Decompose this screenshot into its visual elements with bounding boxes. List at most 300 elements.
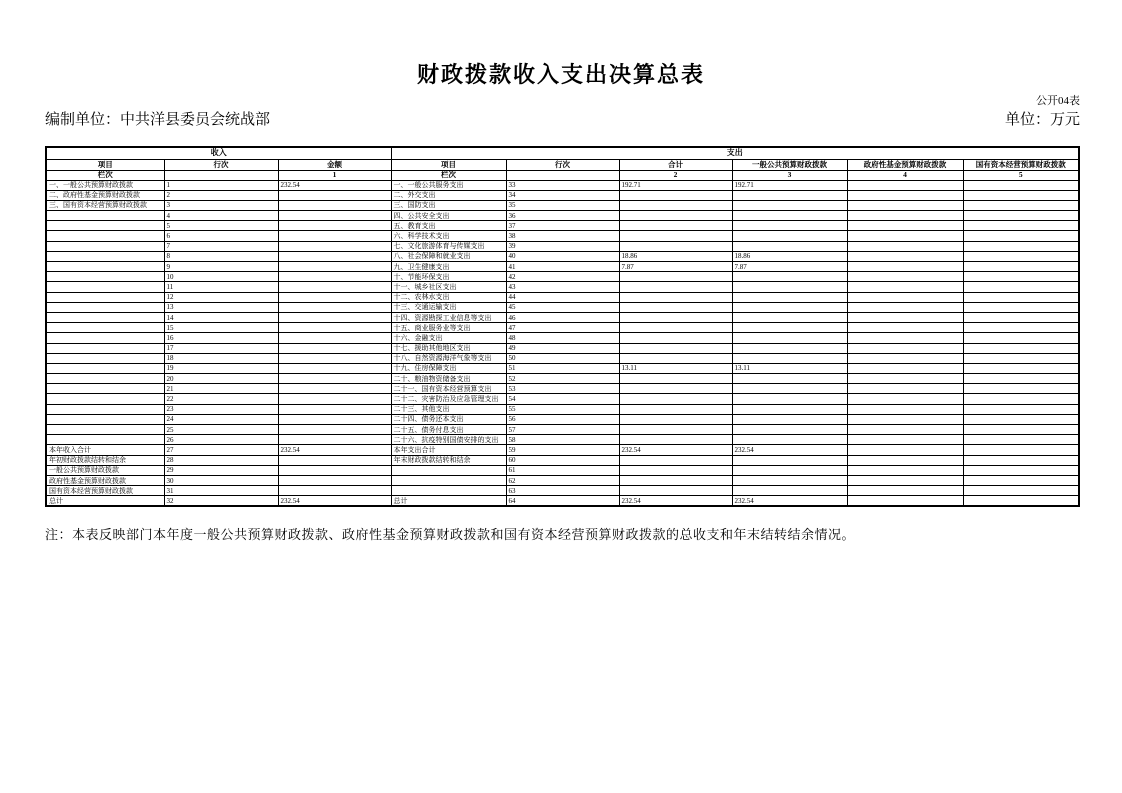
column-index-expense-state-capital-budget: 5 — [963, 170, 1079, 180]
expense-general-public-budget-cell — [732, 465, 847, 475]
table-row — [46, 200, 1079, 210]
expense-state-capital-budget-cell — [963, 374, 1079, 384]
expense-line-no-cell: 53 — [506, 384, 619, 394]
expense-gov-fund-budget-cell — [847, 394, 963, 404]
expense-gov-fund-budget-cell — [847, 333, 963, 343]
income-item-cell — [46, 221, 164, 231]
column-header-expense-line-no: 行次 — [506, 159, 619, 170]
expense-item-cell: 九、卫生健康支出 — [391, 262, 506, 272]
income-item-cell — [46, 394, 164, 404]
expense-item-cell: 十九、住房保障支出 — [391, 363, 506, 373]
expense-state-capital-budget-cell — [963, 302, 1079, 312]
table-row — [46, 384, 1079, 394]
table-row — [46, 414, 1079, 424]
expense-gov-fund-budget-cell — [847, 465, 963, 475]
expense-general-public-budget-cell — [732, 394, 847, 404]
income-amount-cell — [278, 455, 391, 465]
expense-general-public-budget-cell — [732, 323, 847, 333]
income-line-no-cell: 22 — [164, 394, 278, 404]
income-line-no-cell: 26 — [164, 435, 278, 445]
income-amount-cell — [278, 374, 391, 384]
prepared-by-label: 编制单位：中共洋县委员会统战部 — [45, 112, 271, 128]
expense-total-cell: 232.54 — [619, 496, 732, 506]
expense-item-cell: 总计 — [391, 496, 506, 506]
expense-state-capital-budget-cell — [963, 211, 1079, 221]
expense-total-cell — [619, 282, 732, 292]
expense-gov-fund-budget-cell — [847, 180, 963, 190]
column-header-income-amount: 金额 — [278, 159, 391, 170]
expense-item-cell: 一、一般公共服务支出 — [391, 180, 506, 190]
income-item-cell: 年初财政拨款结转和结余 — [46, 455, 164, 465]
income-line-no-cell: 19 — [164, 363, 278, 373]
expense-state-capital-budget-cell — [963, 292, 1079, 302]
income-line-no-cell: 30 — [164, 475, 278, 485]
expense-total-cell — [619, 333, 732, 343]
expense-item-cell — [391, 475, 506, 485]
expense-general-public-budget-cell — [732, 414, 847, 424]
expense-line-no-cell: 57 — [506, 425, 619, 435]
expense-item-cell: 十六、金融支出 — [391, 333, 506, 343]
expense-line-no-cell: 60 — [506, 455, 619, 465]
table-row — [46, 353, 1079, 363]
expense-general-public-budget-cell — [732, 272, 847, 282]
income-line-no-cell: 1 — [164, 180, 278, 190]
expense-general-public-budget-cell — [732, 241, 847, 251]
expense-general-public-budget-cell — [732, 200, 847, 210]
income-line-no-cell: 25 — [164, 425, 278, 435]
expense-gov-fund-budget-cell — [847, 200, 963, 210]
income-item-cell — [46, 343, 164, 353]
column-index-expense-item: 栏次 — [391, 170, 506, 180]
expense-total-cell — [619, 465, 732, 475]
income-amount-cell — [278, 435, 391, 445]
expense-total-cell — [619, 190, 732, 200]
expense-gov-fund-budget-cell — [847, 323, 963, 333]
section-header-row — [46, 147, 1079, 159]
expense-state-capital-budget-cell — [963, 262, 1079, 272]
expense-state-capital-budget-cell — [963, 323, 1079, 333]
expense-item-cell: 二十三、其他支出 — [391, 404, 506, 414]
expense-gov-fund-budget-cell — [847, 302, 963, 312]
income-item-cell: 本年收入合计 — [46, 445, 164, 455]
table-row — [46, 374, 1079, 384]
expense-section-header: 支出 — [391, 147, 1079, 159]
expense-total-cell — [619, 302, 732, 312]
income-line-no-cell: 28 — [164, 455, 278, 465]
income-line-no-cell: 15 — [164, 323, 278, 333]
expense-total-cell — [619, 272, 732, 282]
expense-general-public-budget-cell: 18.86 — [732, 251, 847, 261]
expense-line-no-cell: 41 — [506, 262, 619, 272]
income-item-cell — [46, 353, 164, 363]
expense-general-public-budget-cell — [732, 486, 847, 496]
income-item-cell — [46, 333, 164, 343]
income-item-cell — [46, 231, 164, 241]
income-item-cell — [46, 323, 164, 333]
expense-item-cell: 十三、交通运输支出 — [391, 302, 506, 312]
table-row — [46, 486, 1079, 496]
income-item-cell — [46, 384, 164, 394]
table-row — [46, 404, 1079, 414]
fiscal-appropriation-table — [45, 146, 1080, 507]
income-item-cell — [46, 414, 164, 424]
income-line-no-cell: 2 — [164, 190, 278, 200]
expense-general-public-budget-cell: 232.54 — [732, 496, 847, 506]
expense-general-public-budget-cell — [732, 292, 847, 302]
expense-gov-fund-budget-cell — [847, 251, 963, 261]
column-header-row — [46, 159, 1079, 170]
expense-state-capital-budget-cell — [963, 455, 1079, 465]
income-line-no-cell: 27 — [164, 445, 278, 455]
unit-label: 单位：万元 — [1004, 112, 1080, 128]
income-amount-cell — [278, 333, 391, 343]
expense-state-capital-budget-cell — [963, 251, 1079, 261]
income-amount-cell — [278, 190, 391, 200]
expense-item-cell: 十七、援助其他地区支出 — [391, 343, 506, 353]
expense-gov-fund-budget-cell — [847, 190, 963, 200]
expense-state-capital-budget-cell — [963, 496, 1079, 506]
income-line-no-cell: 18 — [164, 353, 278, 363]
column-header-income-line-no: 行次 — [164, 159, 278, 170]
income-line-no-cell: 32 — [164, 496, 278, 506]
income-item-cell — [46, 262, 164, 272]
income-line-no-cell: 20 — [164, 374, 278, 384]
expense-gov-fund-budget-cell — [847, 455, 963, 465]
income-line-no-cell: 16 — [164, 333, 278, 343]
expense-gov-fund-budget-cell — [847, 272, 963, 282]
income-item-cell: 政府性基金预算财政拨款 — [46, 475, 164, 485]
income-item-cell — [46, 272, 164, 282]
expense-line-no-cell: 48 — [506, 333, 619, 343]
income-amount-cell — [278, 231, 391, 241]
table-row — [46, 363, 1079, 373]
expense-line-no-cell: 54 — [506, 394, 619, 404]
expense-state-capital-budget-cell — [963, 384, 1079, 394]
table-row — [46, 333, 1079, 343]
expense-general-public-budget-cell — [732, 435, 847, 445]
table-row — [46, 343, 1079, 353]
expense-state-capital-budget-cell — [963, 414, 1079, 424]
expense-state-capital-budget-cell — [963, 404, 1079, 414]
income-item-cell — [46, 312, 164, 322]
income-amount-cell — [278, 343, 391, 353]
expense-state-capital-budget-cell — [963, 425, 1079, 435]
expense-line-no-cell: 64 — [506, 496, 619, 506]
expense-state-capital-budget-cell — [963, 394, 1079, 404]
income-line-no-cell: 4 — [164, 211, 278, 221]
expense-line-no-cell: 35 — [506, 200, 619, 210]
expense-line-no-cell: 59 — [506, 445, 619, 455]
expense-item-cell: 十一、城乡社区支出 — [391, 282, 506, 292]
expense-general-public-budget-cell: 192.71 — [732, 180, 847, 190]
column-index-income-item: 栏次 — [46, 170, 164, 180]
expense-line-no-cell: 46 — [506, 312, 619, 322]
table-row — [46, 231, 1079, 241]
table-row — [46, 211, 1079, 221]
income-item-cell: 一、一般公共预算财政拨款 — [46, 180, 164, 190]
income-amount-cell — [278, 465, 391, 475]
income-amount-cell — [278, 425, 391, 435]
expense-item-cell: 年末财政拨款结转和结余 — [391, 455, 506, 465]
table-row — [46, 221, 1079, 231]
income-section-header: 收入 — [46, 147, 391, 159]
expense-total-cell: 18.86 — [619, 251, 732, 261]
column-index-expense-general-public-budget: 3 — [732, 170, 847, 180]
income-line-no-cell: 11 — [164, 282, 278, 292]
income-item-cell — [46, 292, 164, 302]
expense-gov-fund-budget-cell — [847, 241, 963, 251]
expense-total-cell — [619, 455, 732, 465]
table-row — [46, 323, 1079, 333]
expense-item-cell: 六、科学技术支出 — [391, 231, 506, 241]
expense-total-cell — [619, 312, 732, 322]
expense-item-cell: 二、外交支出 — [391, 190, 506, 200]
income-amount-cell — [278, 475, 391, 485]
income-line-no-cell: 3 — [164, 200, 278, 210]
expense-item-cell: 二十四、债务还本支出 — [391, 414, 506, 424]
expense-general-public-budget-cell — [732, 475, 847, 485]
table-row — [46, 302, 1079, 312]
expense-general-public-budget-cell — [732, 353, 847, 363]
column-header-expense-total: 合计 — [619, 159, 732, 170]
expense-gov-fund-budget-cell — [847, 384, 963, 394]
expense-line-no-cell: 58 — [506, 435, 619, 445]
expense-state-capital-budget-cell — [963, 272, 1079, 282]
income-amount-cell — [278, 211, 391, 221]
expense-total-cell — [619, 425, 732, 435]
expense-total-cell — [619, 241, 732, 251]
table-row — [46, 465, 1079, 475]
income-amount-cell: 232.54 — [278, 180, 391, 190]
expense-gov-fund-budget-cell — [847, 496, 963, 506]
expense-general-public-budget-cell: 7.87 — [732, 262, 847, 272]
expense-state-capital-budget-cell — [963, 333, 1079, 343]
expense-line-no-cell: 36 — [506, 211, 619, 221]
expense-item-cell: 二十六、抗疫特别国债安排的支出 — [391, 435, 506, 445]
income-amount-cell — [278, 394, 391, 404]
expense-gov-fund-budget-cell — [847, 435, 963, 445]
expense-total-cell — [619, 404, 732, 414]
expense-item-cell — [391, 465, 506, 475]
table-row — [46, 251, 1079, 261]
income-line-no-cell: 21 — [164, 384, 278, 394]
expense-general-public-budget-cell — [732, 302, 847, 312]
expense-item-cell: 二十一、国有资本经营预算支出 — [391, 384, 506, 394]
expense-line-no-cell: 50 — [506, 353, 619, 363]
expense-line-no-cell: 42 — [506, 272, 619, 282]
expense-line-no-cell: 49 — [506, 343, 619, 353]
expense-general-public-budget-cell — [732, 231, 847, 241]
expense-state-capital-budget-cell — [963, 221, 1079, 231]
expense-total-cell: 232.54 — [619, 445, 732, 455]
expense-total-cell: 192.71 — [619, 180, 732, 190]
income-amount-cell — [278, 200, 391, 210]
expense-state-capital-budget-cell — [963, 435, 1079, 445]
income-line-no-cell: 17 — [164, 343, 278, 353]
expense-state-capital-budget-cell — [963, 475, 1079, 485]
expense-general-public-budget-cell — [732, 374, 847, 384]
expense-general-public-budget-cell — [732, 282, 847, 292]
income-item-cell: 二、政府性基金预算财政拨款 — [46, 190, 164, 200]
table-row — [46, 475, 1079, 485]
expense-item-cell: 十、节能环保支出 — [391, 272, 506, 282]
column-header-expense-general-public-budget: 一般公共预算财政拨款 — [732, 159, 847, 170]
expense-line-no-cell: 44 — [506, 292, 619, 302]
income-line-no-cell: 14 — [164, 312, 278, 322]
income-line-no-cell: 12 — [164, 292, 278, 302]
expense-total-cell — [619, 414, 732, 424]
expense-state-capital-budget-cell — [963, 445, 1079, 455]
expense-general-public-budget-cell — [732, 190, 847, 200]
column-header-expense-gov-fund-budget: 政府性基金预算财政拨款 — [847, 159, 963, 170]
expense-line-no-cell: 52 — [506, 374, 619, 384]
expense-total-cell — [619, 211, 732, 221]
expense-total-cell — [619, 343, 732, 353]
expense-total-cell — [619, 323, 732, 333]
expense-state-capital-budget-cell — [963, 465, 1079, 475]
expense-state-capital-budget-cell — [963, 241, 1079, 251]
expense-gov-fund-budget-cell — [847, 292, 963, 302]
expense-total-cell — [619, 384, 732, 394]
expense-gov-fund-budget-cell — [847, 486, 963, 496]
table-row — [46, 272, 1079, 282]
expense-line-no-cell: 47 — [506, 323, 619, 333]
expense-gov-fund-budget-cell — [847, 343, 963, 353]
expense-gov-fund-budget-cell — [847, 312, 963, 322]
expense-item-cell: 五、教育支出 — [391, 221, 506, 231]
expense-total-cell — [619, 394, 732, 404]
column-index-expense-total: 2 — [619, 170, 732, 180]
income-amount-cell — [278, 282, 391, 292]
expense-total-cell — [619, 475, 732, 485]
expense-gov-fund-budget-cell — [847, 353, 963, 363]
table-header — [46, 147, 1079, 180]
expense-gov-fund-budget-cell — [847, 282, 963, 292]
income-line-no-cell: 6 — [164, 231, 278, 241]
income-amount-cell — [278, 384, 391, 394]
column-index-row — [46, 170, 1079, 180]
expense-state-capital-budget-cell — [963, 190, 1079, 200]
income-amount-cell: 232.54 — [278, 496, 391, 506]
income-item-cell: 总计 — [46, 496, 164, 506]
expense-item-cell: 八、社会保障和就业支出 — [391, 251, 506, 261]
expense-general-public-budget-cell — [732, 425, 847, 435]
column-index-expense-gov-fund-budget: 4 — [847, 170, 963, 180]
expense-gov-fund-budget-cell — [847, 425, 963, 435]
expense-item-cell: 本年支出合计 — [391, 445, 506, 455]
expense-line-no-cell: 39 — [506, 241, 619, 251]
table-row — [46, 435, 1079, 445]
expense-gov-fund-budget-cell — [847, 262, 963, 272]
expense-item-cell: 十五、商业服务业等支出 — [391, 323, 506, 333]
expense-item-cell: 七、文化旅游体育与传媒支出 — [391, 241, 506, 251]
income-item-cell: 国有资本经营预算财政拨款 — [46, 486, 164, 496]
expense-general-public-budget-cell — [732, 404, 847, 414]
expense-general-public-budget-cell — [732, 333, 847, 343]
expense-line-no-cell: 43 — [506, 282, 619, 292]
expense-gov-fund-budget-cell — [847, 221, 963, 231]
table-row — [46, 190, 1079, 200]
expense-line-no-cell: 51 — [506, 363, 619, 373]
income-amount-cell — [278, 323, 391, 333]
income-item-cell: 一般公共预算财政拨款 — [46, 465, 164, 475]
column-index-expense-line-no — [506, 170, 619, 180]
expense-line-no-cell: 56 — [506, 414, 619, 424]
column-index-income-amount: 1 — [278, 170, 391, 180]
table-row — [46, 425, 1079, 435]
income-amount-cell — [278, 241, 391, 251]
income-line-no-cell: 8 — [164, 251, 278, 261]
expense-state-capital-budget-cell — [963, 353, 1079, 363]
expense-total-cell — [619, 374, 732, 384]
expense-line-no-cell: 40 — [506, 251, 619, 261]
income-line-no-cell: 10 — [164, 272, 278, 282]
page-title: 财政拨款收入支出决算总表 — [416, 62, 705, 87]
income-item-cell: 三、国有资本经营预算财政拨款 — [46, 200, 164, 210]
table-row — [46, 455, 1079, 465]
expense-general-public-budget-cell — [732, 221, 847, 231]
expense-total-cell — [619, 231, 732, 241]
expense-total-cell: 7.87 — [619, 262, 732, 272]
expense-state-capital-budget-cell — [963, 200, 1079, 210]
expense-general-public-budget-cell: 13.11 — [732, 363, 847, 373]
income-amount-cell — [278, 292, 391, 302]
expense-total-cell — [619, 486, 732, 496]
expense-total-cell — [619, 221, 732, 231]
income-amount-cell — [278, 486, 391, 496]
expense-line-no-cell: 63 — [506, 486, 619, 496]
expense-gov-fund-budget-cell — [847, 404, 963, 414]
expense-line-no-cell: 61 — [506, 465, 619, 475]
expense-item-cell — [391, 486, 506, 496]
income-line-no-cell: 23 — [164, 404, 278, 414]
expense-line-no-cell: 37 — [506, 221, 619, 231]
income-line-no-cell: 5 — [164, 221, 278, 231]
expense-line-no-cell: 45 — [506, 302, 619, 312]
income-line-no-cell: 24 — [164, 414, 278, 424]
expense-general-public-budget-cell — [732, 343, 847, 353]
expense-total-cell — [619, 435, 732, 445]
expense-total-cell: 13.11 — [619, 363, 732, 373]
expense-general-public-budget-cell — [732, 384, 847, 394]
income-item-cell — [46, 404, 164, 414]
expense-item-cell: 二十二、灾害防治及应急管理支出 — [391, 394, 506, 404]
expense-state-capital-budget-cell — [963, 231, 1079, 241]
table-row — [46, 262, 1079, 272]
table-row — [46, 180, 1079, 190]
expense-line-no-cell: 34 — [506, 190, 619, 200]
income-line-no-cell: 9 — [164, 262, 278, 272]
expense-item-cell: 十八、自然资源海洋气象等支出 — [391, 353, 506, 363]
income-item-cell — [46, 251, 164, 261]
income-amount-cell: 232.54 — [278, 445, 391, 455]
income-amount-cell — [278, 353, 391, 363]
expense-item-cell: 四、公共安全支出 — [391, 211, 506, 221]
income-item-cell — [46, 374, 164, 384]
income-amount-cell — [278, 404, 391, 414]
expense-item-cell: 三、国防支出 — [391, 200, 506, 210]
expense-line-no-cell: 55 — [506, 404, 619, 414]
income-amount-cell — [278, 302, 391, 312]
expense-gov-fund-budget-cell — [847, 414, 963, 424]
expense-item-cell: 二十五、债务付息支出 — [391, 425, 506, 435]
table-body — [46, 180, 1079, 506]
table-row — [46, 282, 1079, 292]
income-amount-cell — [278, 272, 391, 282]
expense-state-capital-budget-cell — [963, 312, 1079, 322]
income-item-cell — [46, 211, 164, 221]
table-row — [46, 292, 1079, 302]
